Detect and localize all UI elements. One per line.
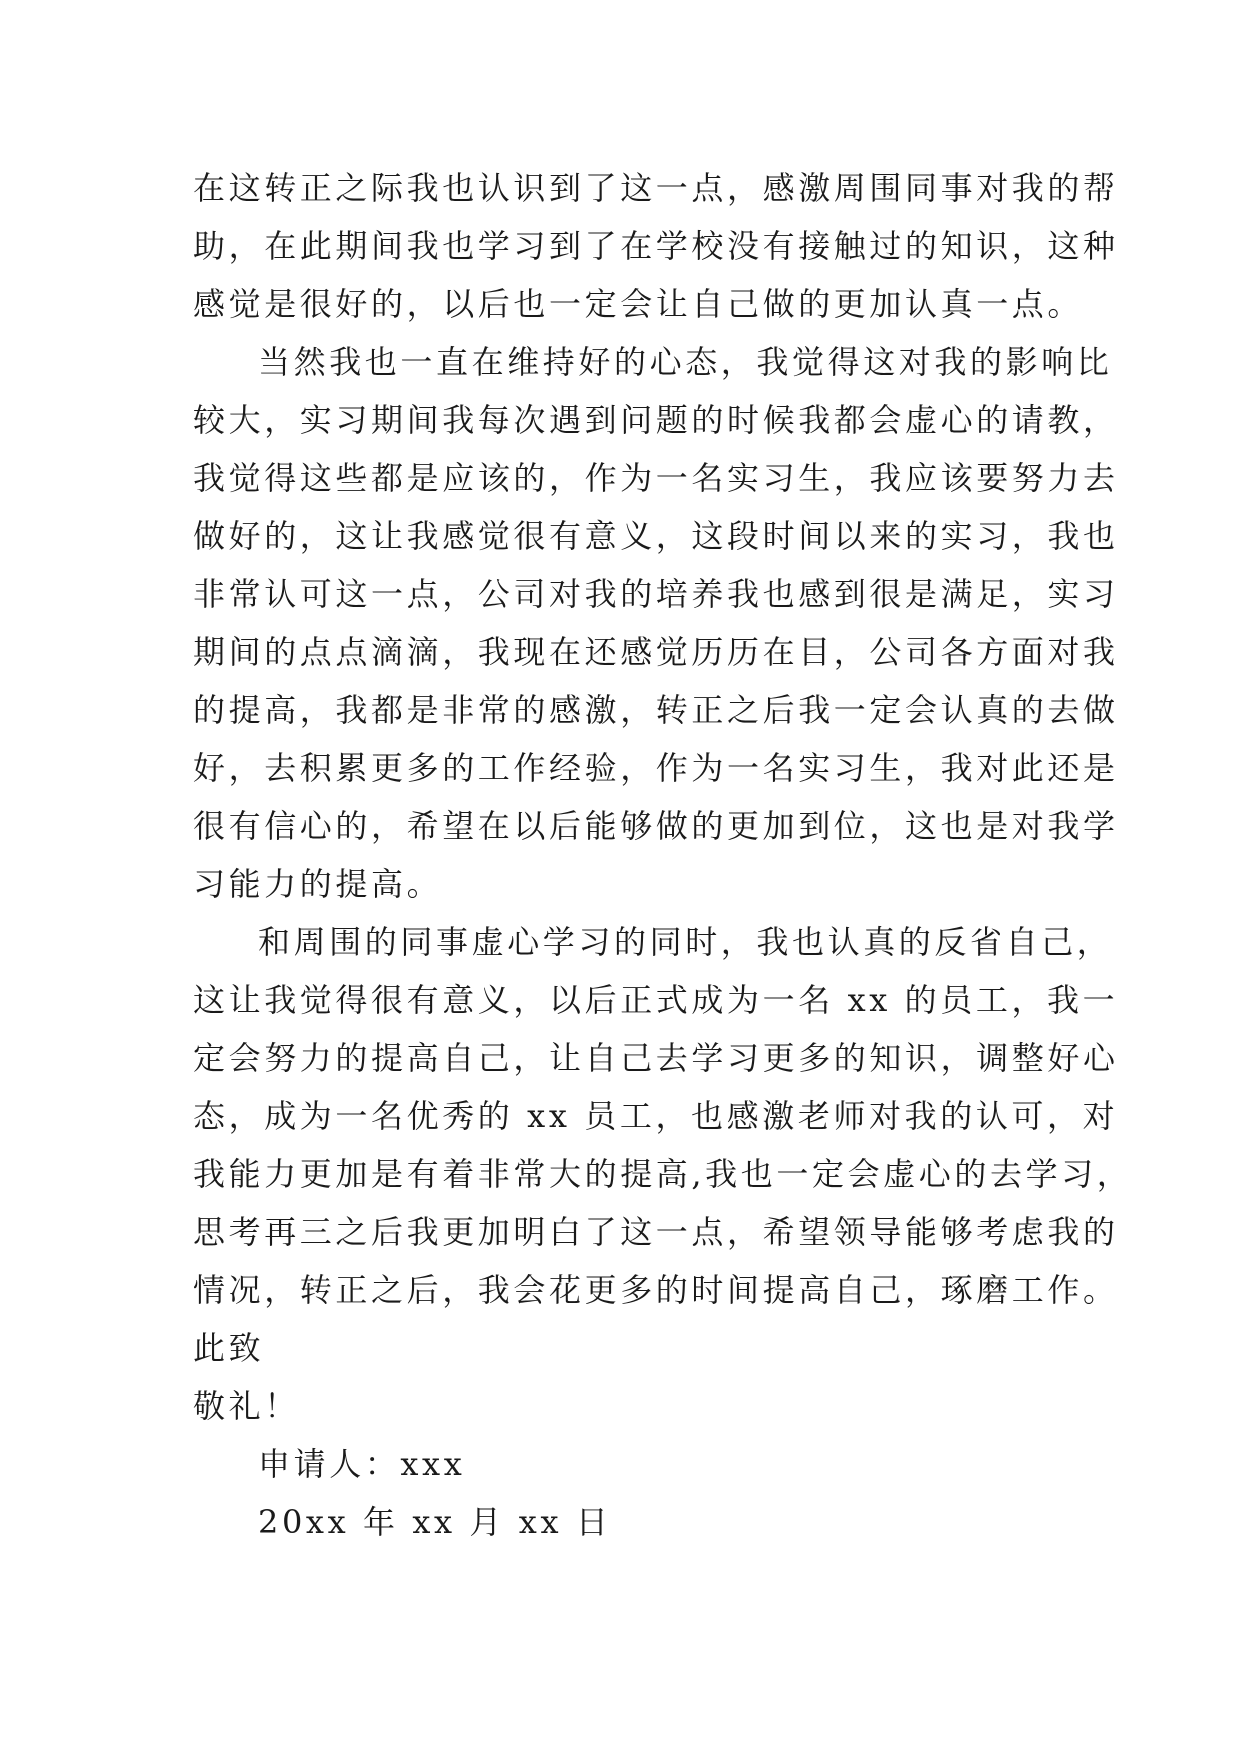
paragraph-1-line-3: 感觉是很好的，以后也一定会让自己做的更加认真一点。 xyxy=(193,285,1084,323)
paragraph-2-line-2: 较大，实习期间我每次遇到问题的时候我都会虚心的请教， xyxy=(193,401,1119,439)
paragraph-3-line-3: 定会努力的提高自己，让自己去学习更多的知识，调整好心 xyxy=(193,1039,1119,1077)
paragraph-3-line-7: 情况，转正之后，我会花更多的时间提高自己，琢磨工作。 xyxy=(193,1271,1119,1309)
applicant-signature: 申请人：xxx xyxy=(258,1445,466,1483)
paragraph-2-line-7: 的提高，我都是非常的感激，转正之后我一定会认真的去做 xyxy=(193,691,1119,729)
paragraph-2-line-5: 非常认可这一点，公司对我的培养我也感到很是满足，实习 xyxy=(193,575,1119,613)
paragraph-2-line-1: 当然我也一直在维持好的心态，我觉得这对我的影响比 xyxy=(258,343,1113,381)
paragraph-1-line-2: 助，在此期间我也学习到了在学校没有接触过的知识，这种 xyxy=(193,227,1119,265)
paragraph-3-line-5: 我能力更加是有着非常大的提高,我也一定会虚心的去学习， xyxy=(193,1155,1133,1193)
paragraph-2-line-6: 期间的点点滴滴，我现在还感觉历历在目，公司各方面对我 xyxy=(193,633,1119,671)
paragraph-2-line-8: 好，去积累更多的工作经验，作为一名实习生，我对此还是 xyxy=(193,749,1119,787)
document-date: 20xx 年 xx 月 xx 日 xyxy=(258,1503,612,1541)
paragraph-2-line-3: 我觉得这些都是应该的，作为一名实习生，我应该要努力去 xyxy=(193,459,1119,497)
paragraph-2-line-9: 很有信心的，希望在以后能够做的更加到位，这也是对我学 xyxy=(193,807,1119,845)
paragraph-3-line-1: 和周围的同事虚心学习的同时，我也认真的反省自己， xyxy=(258,923,1113,961)
paragraph-1-line-1: 在这转正之际我也认识到了这一点，感激周围同事对我的帮 xyxy=(193,169,1119,207)
paragraph-3-line-4: 态，成为一名优秀的 xx 员工，也感激老师对我的认可，对 xyxy=(193,1097,1119,1135)
paragraph-2-line-10: 习能力的提高。 xyxy=(193,865,443,903)
paragraph-3-line-2: 这让我觉得很有意义，以后正式成为一名 xx 的员工，我一 xyxy=(193,981,1119,1019)
paragraph-3-line-6: 思考再三之后我更加明白了这一点，希望领导能够考虑我的 xyxy=(193,1213,1119,1251)
closing-regards: 敬礼！ xyxy=(193,1387,300,1425)
paragraph-2-line-4: 做好的，这让我感觉很有意义，这段时间以来的实习，我也 xyxy=(193,517,1119,555)
closing-salutation: 此致 xyxy=(193,1329,265,1367)
